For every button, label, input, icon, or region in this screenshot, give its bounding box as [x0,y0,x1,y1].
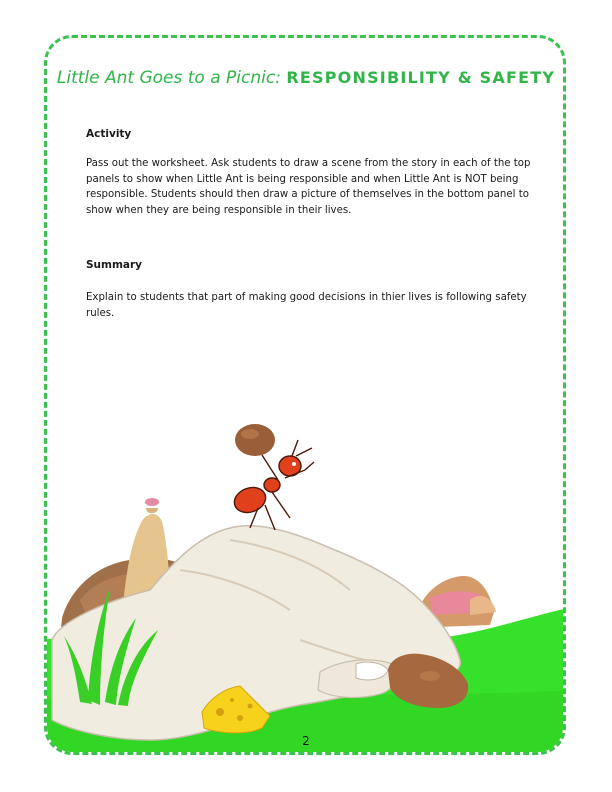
carried-rock [235,424,275,456]
summary-heading: Summary [86,259,143,271]
title-story-name: Little Ant Goes to a Picnic: [56,68,281,88]
activity-text: Pass out the worksheet. Ask students to draw a scene from the story in each of the top panels to show when Little Ant is being responsible and when Little Ant is NOT being responsible. Students should then draw a picture of themselves in the bottom panel to show when they are being responsible in their lives. [86,158,531,216]
page-number: 2 [302,734,310,748]
activity-heading: Activity [86,128,132,140]
red-ant [231,440,314,530]
title-topic: RESPONSIBILITY & SAFETY [286,68,556,87]
summary-text: Explain to students that part of making good decisions in thier lives is following safety rules. [86,292,527,319]
